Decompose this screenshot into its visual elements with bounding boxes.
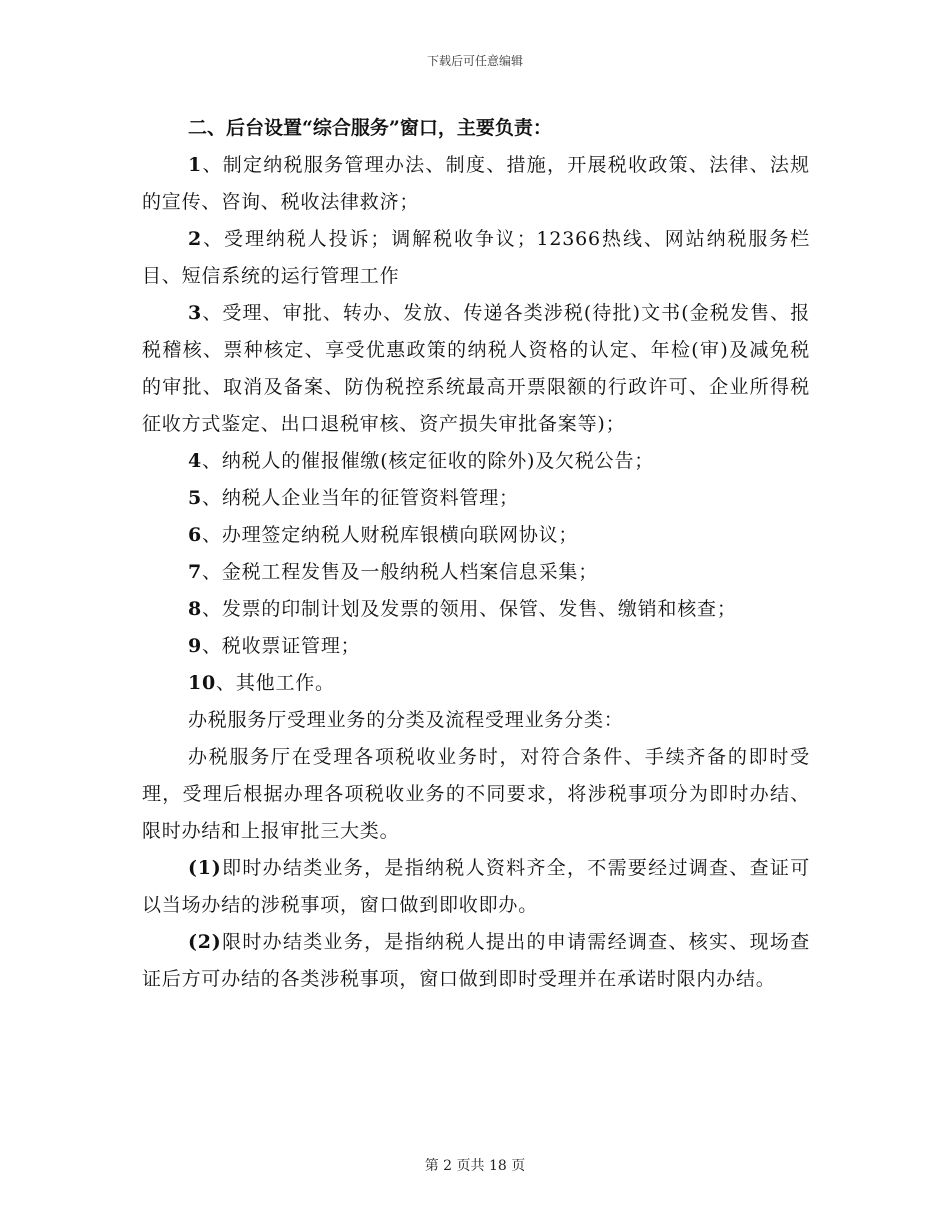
item-number: 9 bbox=[188, 635, 203, 657]
item-number: 10 bbox=[188, 672, 217, 694]
item-text: 、纳税人的催报催缴(核定征收的除外)及欠税公告； bbox=[202, 450, 655, 472]
item-number: 5 bbox=[188, 487, 203, 509]
paragraph-text: 限时办结类业务，是指纳税人提出的申请需经调查、核实、现场查证后方可办结的各类涉税事项，窗口做到即时受理并在承诺时限内办结。 bbox=[142, 931, 810, 990]
item-text: 、受理纳税人投诉；调解税收争议；12366热线、网站纳税服务栏目、短信系统的运行管理工作 bbox=[142, 228, 810, 287]
list-item-1 bbox=[142, 147, 810, 221]
item-text: 、制定纳税服务管理办法、制度、措施，开展税收政策、法律、法规的宣传、咨询、税收法律救济； bbox=[142, 154, 810, 213]
intro-paragraph: 办税服务厅在受理各项税收业务时，对符合条件、手续齐备的即时受理，受理后根据办理各项税收业务的不同要求，将涉税事项分为即时办结、限时办结和上报审批三大类。 bbox=[142, 746, 810, 842]
paragraph-text: 即时办结类业务，是指纳税人资料齐全，不需要经过调查、查证可以当场办结的涉税事项，窗口做到即收即办。 bbox=[142, 857, 810, 916]
item-number: 6 bbox=[188, 524, 203, 546]
item-text: 、办理签定纳税人财税库银横向联网协议； bbox=[202, 524, 579, 546]
paragraph-instant bbox=[142, 850, 810, 924]
item-text: 、金税工程发售及一般纳税人档案信息采集； bbox=[202, 561, 599, 583]
item-number: 4 bbox=[188, 450, 203, 472]
page-footer: 第 2 页共 18 页 bbox=[424, 1158, 526, 1174]
paragraph-number: (2) bbox=[188, 931, 222, 953]
paragraph-limited bbox=[142, 924, 810, 998]
list-item-8 bbox=[142, 591, 810, 628]
item-number: 8 bbox=[188, 598, 203, 620]
list-item-5 bbox=[142, 480, 810, 517]
section-heading: 二、后台设置“综合服务”窗口，主要负责： bbox=[188, 117, 552, 139]
paragraph-number: (1) bbox=[188, 857, 222, 879]
document-body bbox=[142, 110, 810, 998]
list-item-6 bbox=[142, 517, 810, 554]
item-number: 7 bbox=[188, 561, 203, 583]
item-number: 1 bbox=[188, 154, 203, 176]
page-header: 下载后可任意编辑 bbox=[426, 54, 523, 68]
list-item-7 bbox=[142, 554, 810, 591]
item-text: 、其他工作。 bbox=[216, 672, 335, 694]
list-item-4 bbox=[142, 443, 810, 480]
item-number: 3 bbox=[188, 302, 203, 324]
item-number: 2 bbox=[188, 228, 203, 250]
list-item-3 bbox=[142, 295, 810, 443]
item-text: 、税收票证管理； bbox=[202, 635, 361, 657]
item-text: 、受理、审批、转办、发放、传递各类涉税(待批)文书(金税发售、报税稽核、票种核定、享受优惠政策的纳税人资格的认定、年检(审)及减免税的审批、取消及备案、防伪税控系统最高开票限额的行政许可、企业所得税征收方式鉴定、出口退税审核、资产损失审批备案等)； bbox=[142, 302, 810, 435]
list-item-9 bbox=[142, 628, 810, 665]
item-text: 、发票的印制计划及发票的领用、保管、发售、缴销和核查； bbox=[202, 598, 737, 620]
classify-title: 办税服务厅受理业务的分类及流程受理业务分类： bbox=[188, 709, 624, 731]
list-item-2 bbox=[142, 221, 810, 295]
list-item-10 bbox=[142, 665, 810, 702]
item-text: 、纳税人企业当年的征管资料管理； bbox=[202, 487, 519, 509]
